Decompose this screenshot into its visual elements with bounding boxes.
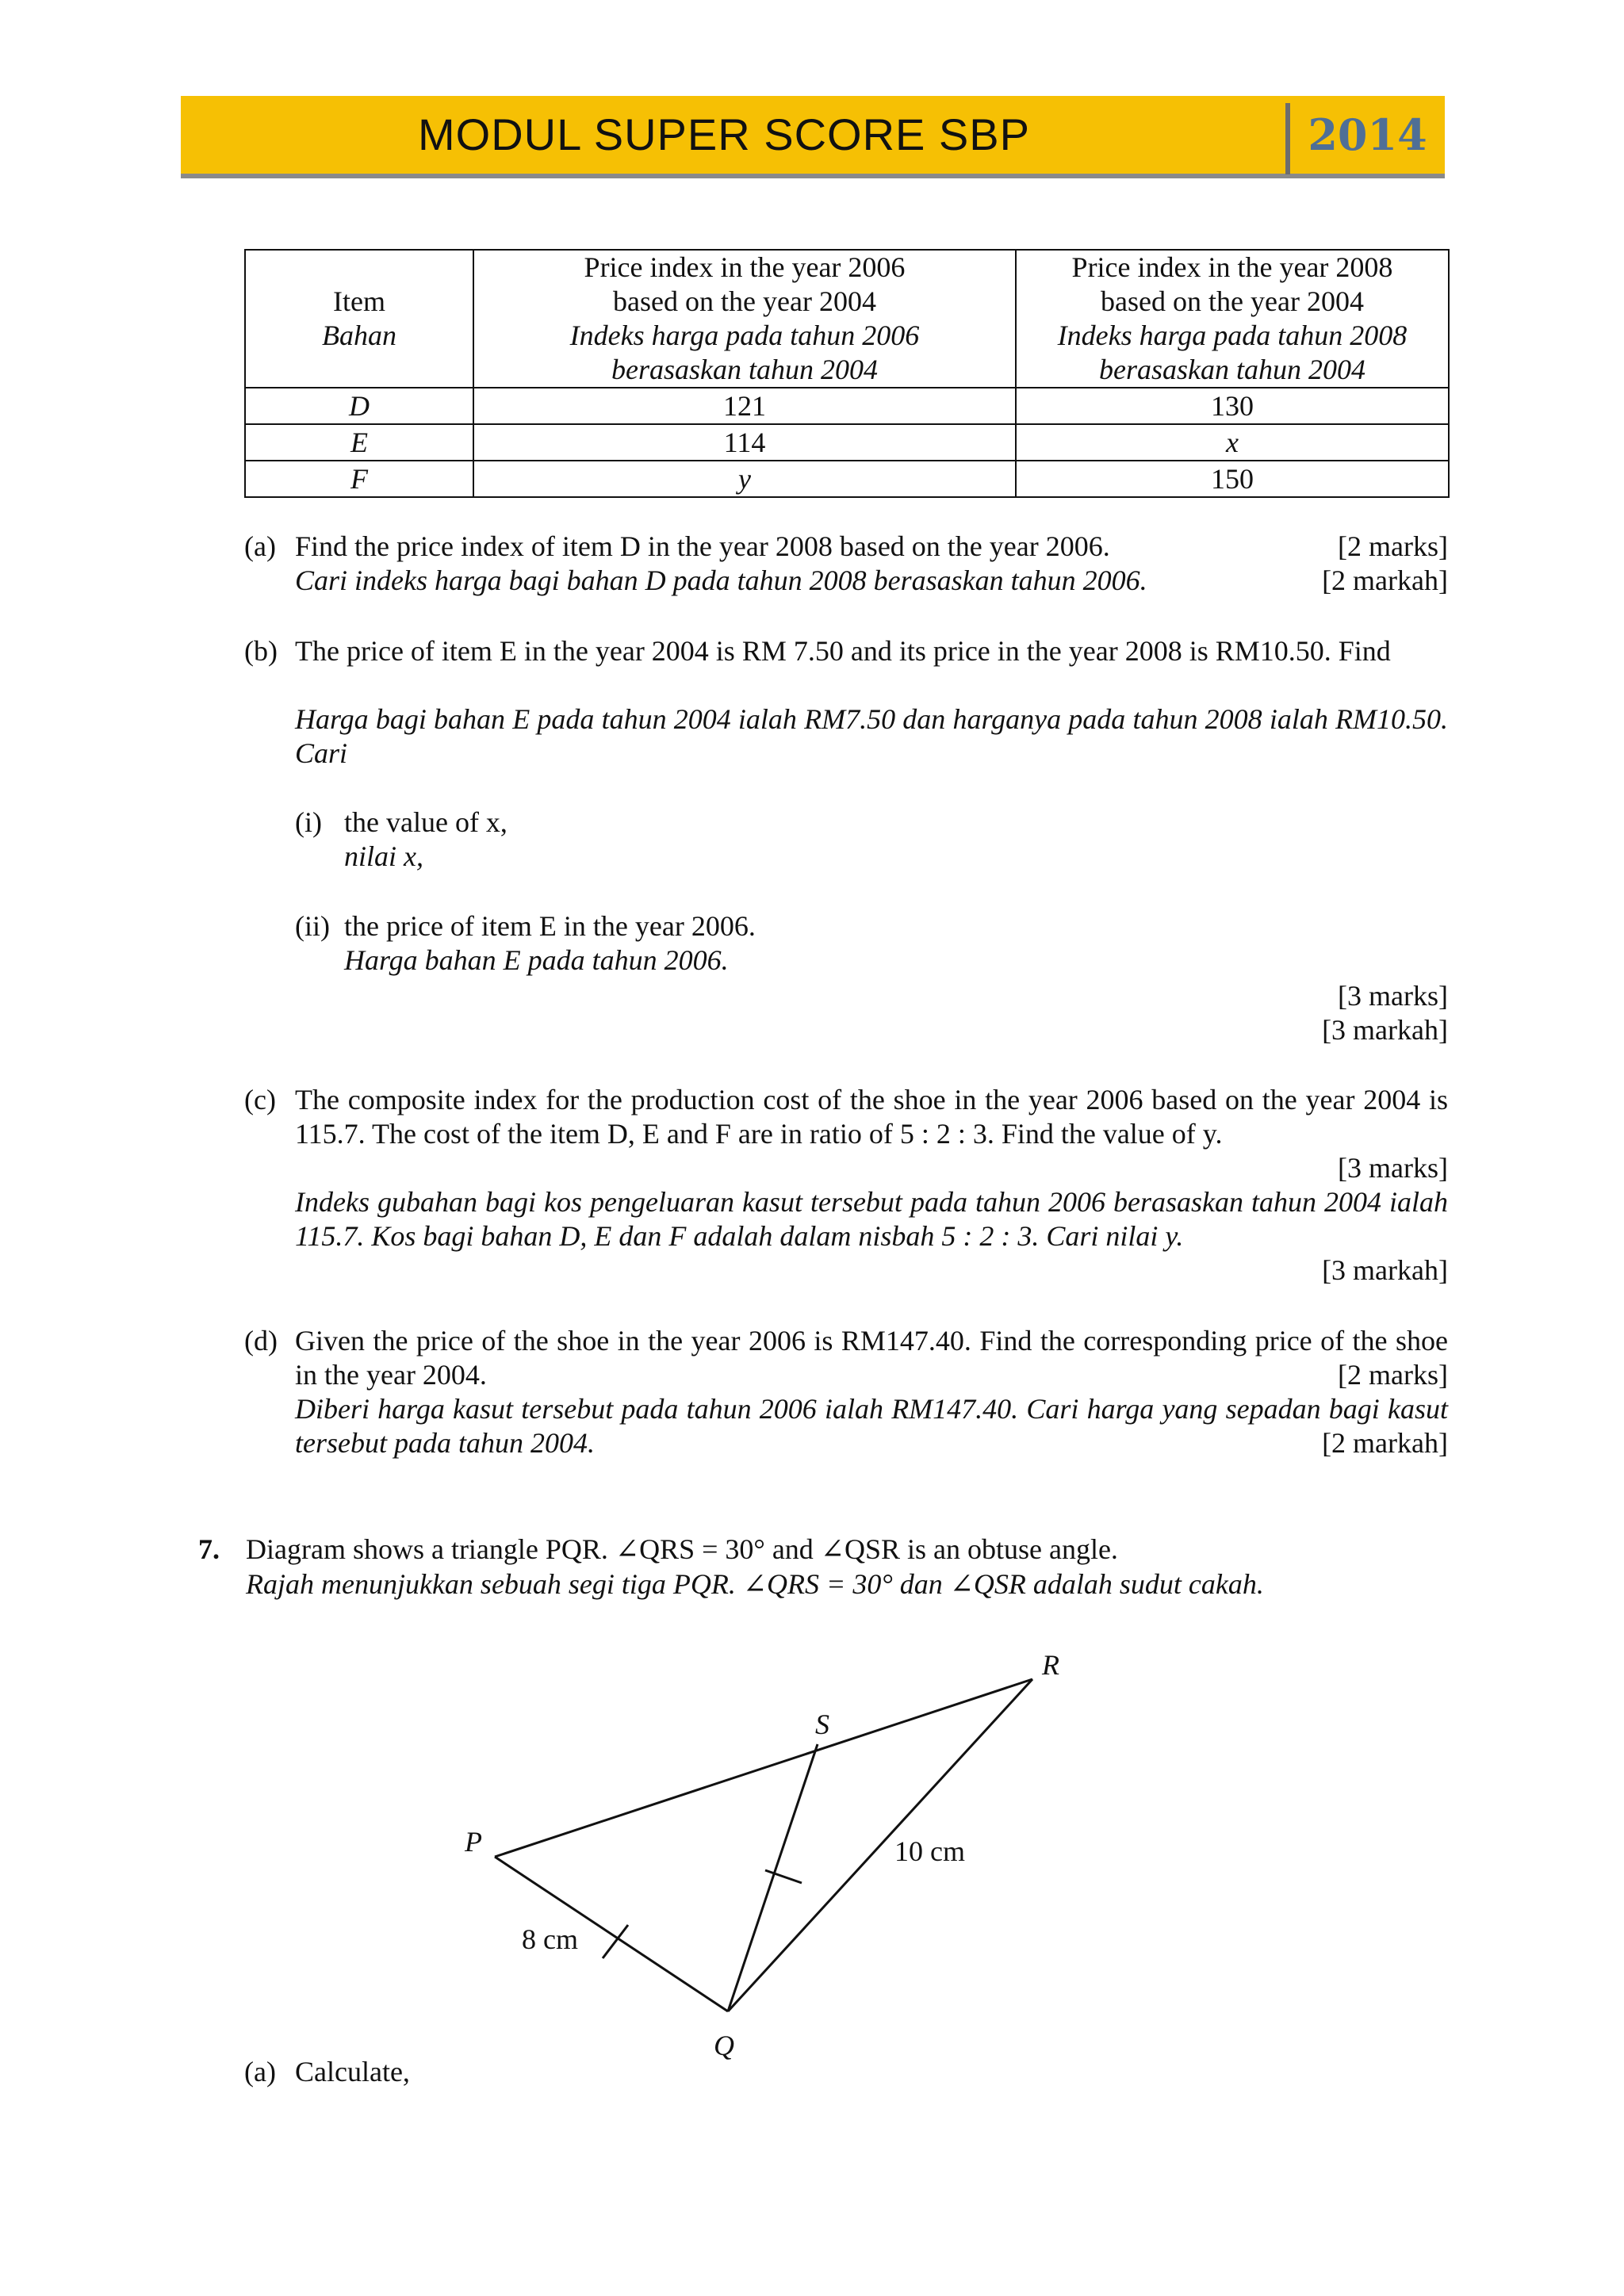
part-d-text-en: Given the price of the shoe in the year 2006 is RM147.40. Find the corresponding price of the shoe in the year 2004. — [295, 1325, 1448, 1391]
part-b-i-text-ms: nilai x, — [344, 840, 423, 872]
part-c-text-en: The composite index for the production cost of the shoe in the year 2006 based on the year 2004 is 115.7. The cost of the item D, E and F are in ratio of 5 : 2 : 3. Find the value of y. — [295, 1084, 1448, 1150]
length-label-pq: 8 cm — [522, 1923, 578, 1955]
cell-index-2008: 150 — [1016, 461, 1449, 497]
q7-part-a-label: (a) — [244, 2056, 276, 2087]
part-c-label: (c) — [244, 1084, 276, 1115]
cell-item: E — [245, 424, 473, 461]
header-index-2006: Price index in the year 2006 based on the year 2004 Indeks harga pada tahun 2006 berasaskan tahun 2004 — [473, 250, 1016, 388]
vertex-label-p: P — [465, 1826, 482, 1858]
header-index-2008: Price index in the year 2008 based on the year 2004 Indeks harga pada tahun 2008 berasaskan tahun 2004 — [1016, 250, 1449, 388]
cell-item: D — [245, 388, 473, 424]
part-d-marks-ms: [2 markah] — [1322, 1427, 1448, 1459]
part-a-text-ms: Cari indeks harga bagi bahan D pada tahun 2008 berasaskan tahun 2006. — [295, 564, 1147, 596]
cell-index-2008: 130 — [1016, 388, 1449, 424]
q7-text-en: Diagram shows a triangle PQR. ∠QRS = 30° and ∠QSR is an obtuse angle. — [246, 1533, 1118, 1565]
q7-part-a-text: Calculate, — [295, 2056, 410, 2087]
part-a-marks-ms: [2 markah] — [1322, 564, 1448, 596]
part-a-label: (a) — [244, 530, 276, 562]
header-item: Item Bahan — [245, 250, 473, 388]
header-year: 2014 — [1308, 109, 1427, 160]
header-title: MODUL SUPER SCORE SBP — [418, 109, 1030, 159]
vertex-label-s: S — [815, 1709, 829, 1740]
part-a-text-en: Find the price index of item D in the year 2008 based on the year 2006. — [295, 530, 1110, 562]
part-d-marks-en: [2 marks] — [1338, 1359, 1448, 1391]
part-c-marks-ms: [3 markah] — [1322, 1254, 1448, 1286]
cell-index-2006: 114 — [473, 424, 1016, 461]
cell-index-2006: 121 — [473, 388, 1016, 424]
length-label-qr: 10 cm — [894, 1835, 965, 1867]
part-b-marks-en: [3 marks] — [1338, 980, 1448, 1012]
part-b-text-en: The price of item E in the year 2004 is RM 7.50 and its price in the year 2008 is RM10.50. Find — [295, 635, 1391, 667]
cell-item: F — [245, 461, 473, 497]
part-d-text-ms: Diberi harga kasut tersebut pada tahun 2006 ialah RM147.40. Cari harga yang sepadan bagi kasut tersebut pada tahun 2004. — [295, 1393, 1448, 1459]
part-b-ii-text-en: the price of item E in the year 2006. — [344, 910, 756, 942]
part-c-text-ms: Indeks gubahan bagi kos pengeluaran kasut tersebut pada tahun 2006 berasaskan tahun 2004 ialah 115.7. Kos bagi bahan D, E dan F adalah dalam nisbah 5 : 2 : 3. Cari nilai y. — [295, 1186, 1448, 1252]
part-c-marks-en: [3 marks] — [1338, 1152, 1448, 1184]
part-b-marks-ms: [3 markah] — [1322, 1014, 1448, 1046]
q7-number: 7. — [198, 1533, 220, 1565]
side-qs — [728, 1744, 818, 2011]
part-b-ii-label: (ii) — [295, 910, 330, 942]
vertex-label-r: R — [1042, 1649, 1059, 1681]
part-d-label: (d) — [244, 1325, 278, 1357]
part-b-ii-text-ms: Harga bahan E pada tahun 2006. — [344, 944, 729, 976]
vertex-label-q: Q — [714, 2030, 734, 2061]
part-b-text-ms: Harga bagi bahan E pada tahun 2004 ialah RM7.50 dan harganya pada tahun 2008 ialah RM10.50. Cari — [295, 703, 1448, 769]
q7-text-ms: Rajah menunjukkan sebuah segi tiga PQR. ∠QRS = 30° dan ∠QSR adalah sudut cakah. — [246, 1568, 1264, 1600]
part-b-i-label: (i) — [295, 806, 322, 838]
cell-index-2006: y — [473, 461, 1016, 497]
part-a-marks-en: [2 marks] — [1338, 530, 1448, 562]
part-b-i-text-en: the value of x, — [344, 806, 508, 838]
part-b-label: (b) — [244, 635, 278, 667]
cell-index-2008: x — [1016, 424, 1449, 461]
